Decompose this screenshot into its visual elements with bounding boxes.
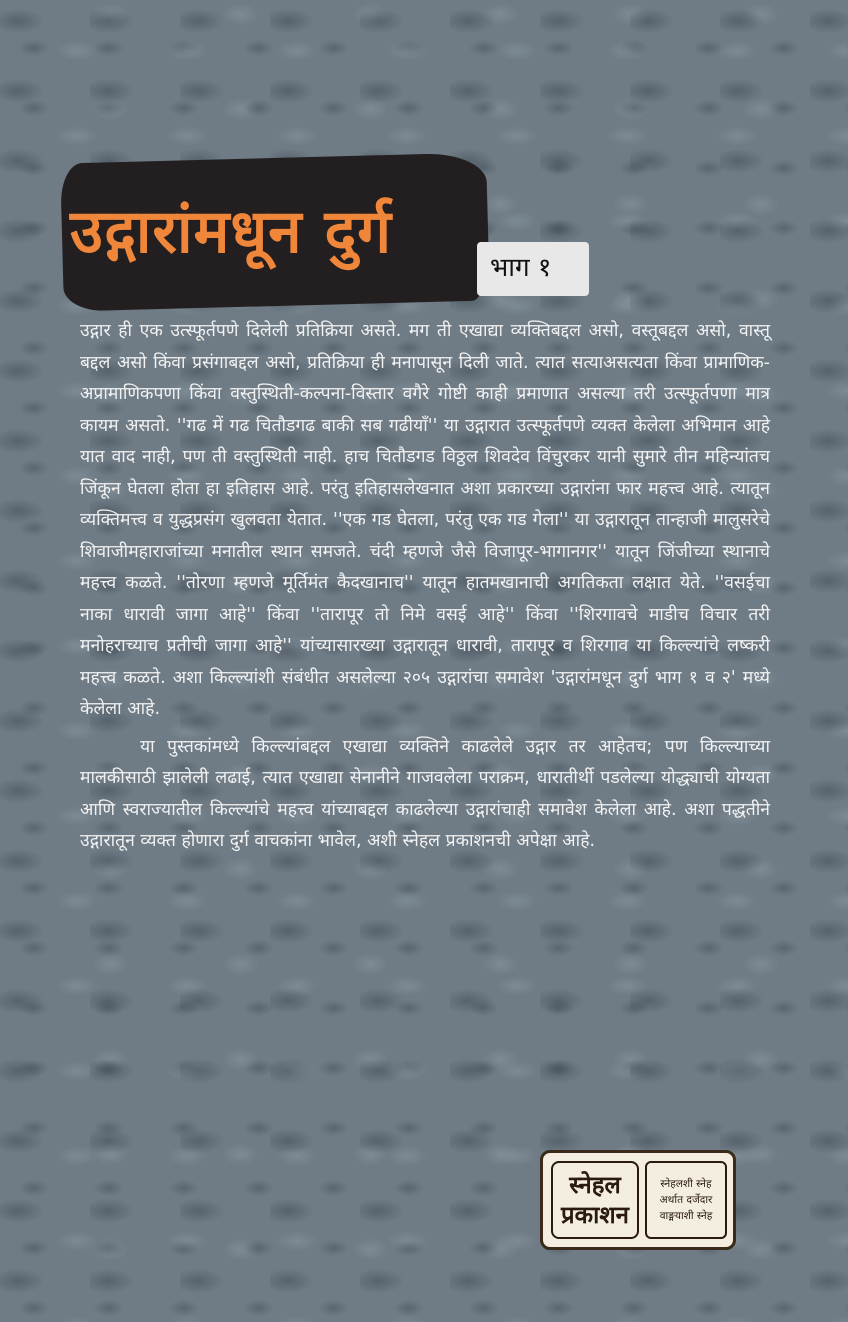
book-title: उद्गारांमधून दुर्ग (70, 197, 393, 267)
publisher-tagline (645, 1161, 727, 1239)
tagline-line-2: अर्थात दर्जेदार (659, 1194, 713, 1206)
blurb-text (80, 316, 770, 864)
tagline-line-3: वाङ्मयाशी स्नेह (659, 1210, 713, 1222)
blurb-paragraph-2: या पुस्तकांमध्ये किल्ल्यांबद्दल एखाद्या व्यक्तिने काढलेले उद्गार तर आहेतच; पण किल्ल्याच्या मालकीसाठी झालेली लढाई, त्यात एखाद्या सेनानीने गाजवलेला पराक्रम, धारातीर्थी पडलेल्या योद्ध्याची योग्यता आणि स्वराज्यातील किल्ल्यांचे महत्त्व यांच्याबद्दल काढलेल्या उद्गारांचाही समावेश केलेला आहे. अशा पद्धतीने उद्गारातून व्यक्त होणारा दुर्ग वाचकांना भावेल, अशी स्नेहल प्रकाशनची अपेक्षा आहे. (80, 736, 770, 851)
tagline-line-1: स्नेहलशी स्नेह (660, 1178, 712, 1190)
publisher-name-line1: स्नेहल (569, 1170, 621, 1199)
part-label: भाग १ (490, 253, 552, 283)
publisher-name-line2: प्रकाशन (561, 1200, 629, 1229)
blurb-paragraph-1: उद्गार ही एक उत्स्फूर्तपणे दिलेली प्रतिक्रिया असते. मग ती एखाद्या व्यक्तिबद्दल असो, वस्तूबद्दल असो, वास्तू बद्दल असो किंवा प्रसंगाबद्दल असो, प्रतिक्रिया ही मनापासून दिली जाते. त्यात सत्याअसत्यता किंवा प्रामाणिक-अप्रामाणिकपणा किंवा वस्तुस्थिती-कल्पना-विस्तार वगैरे गोष्टी काही प्रमाणात असल्या तरी उत्स्फूर्तपणा मात्र कायम असतो. ''गढ में गढ चितौडगढ बाकी सब गढीयाँ'' या उद्गारात उत्स्फूर्तपणे व्यक्त केलेला अभिमान आहे यात वाद नाही, पण ती वस्तुस्थिती नाही. हाच चितौडगड विठ्ठल शिवदेव विंचुरकर यानी सुमारे तीन महिन्यांतच जिंकून घेतला होता हा इतिहास आहे. परंतु इतिहासलेखनात अशा प्रकारच्या उद्गारांना फार महत्त्व आहे. त्यातून व्यक्तिमत्त्व व युद्धप्रसंग खुलवता येतात. ''एक गड घेतला, परंतु एक गड गेला'' या उद्गारातून तान्हाजी मालुसरेचे शिवाजीमहाराजांच्या मनातील स्थान समजते. चंदी म्हणजे जैसे विजापूर-भागानगर'' यातून जिंजीच्या स्थानाचे महत्त्व कळते. ''तोरणा म्हणजे मूर्तिमंत कैदखानाच'' यातून हातमखानाची अगतिकता लक्षात येते. ''वसईचा नाका धारावी जागा आहे'' किंवा ''तारापूर तो निमे वसई आहे'' किंवा ''शिरगावचे माडीच विचार तरी मनोहराच्याच प्रतीची जागा आहे'' यांच्यासारख्या उद्गारातून धारावी, तारापूर व शिरगाव या किल्ल्यांचे लष्करी महत्त्व कळते. अशा किल्ल्यांशी संबंधीत असलेल्या २०५ उद्गारांचा समावेश 'उद्गारांमधून दुर्ग भाग १ व २' मध्ये केलेला आहे. (80, 321, 770, 719)
publisher-name (551, 1161, 639, 1239)
publisher-logo (540, 1150, 736, 1250)
